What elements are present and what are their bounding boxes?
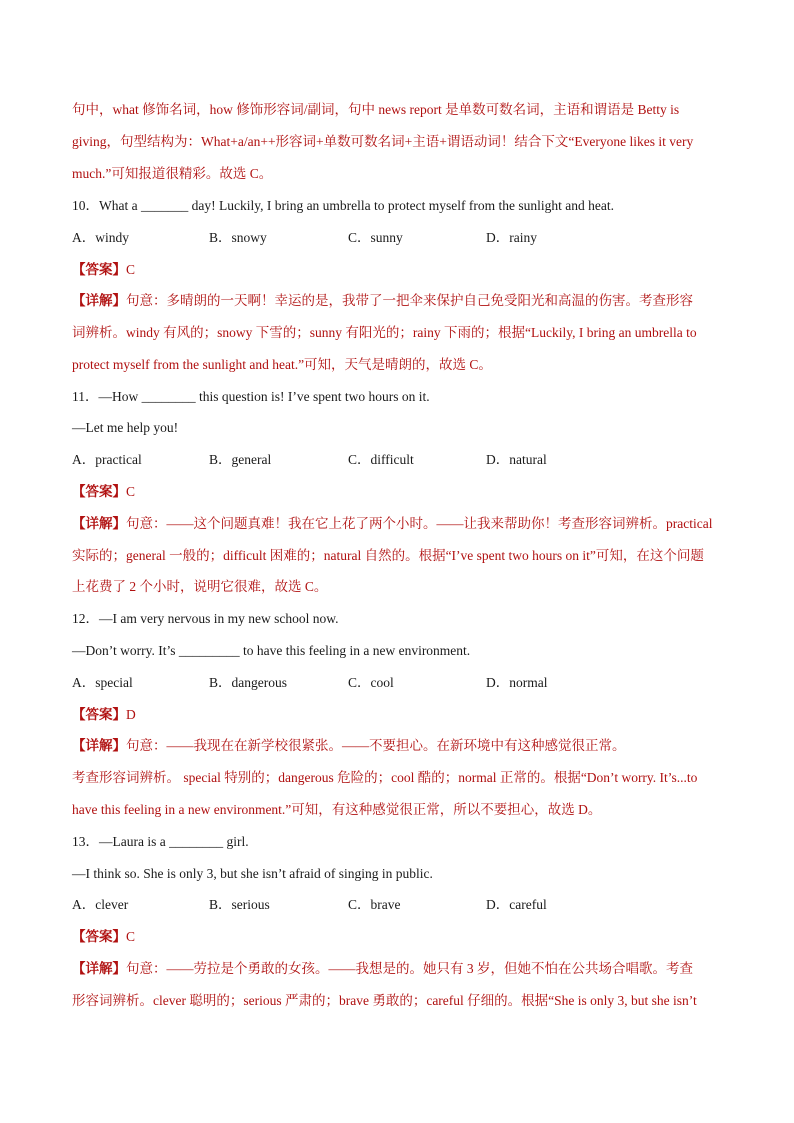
option-c: C．sunny <box>348 230 403 245</box>
explanation-line: much.”可知报道很精彩。故选 C。 <box>72 166 273 181</box>
detail-line <box>72 960 693 978</box>
detail-tag: 【详解】 <box>72 961 126 976</box>
detail-line <box>72 292 693 310</box>
detail-tag: 【详解】 <box>72 738 126 753</box>
answer-line <box>72 483 135 501</box>
option-c: C．cool <box>348 675 394 690</box>
detail-line: 实际的；general 一般的；difficult 困难的；natural 自然的。根据“I’ve spent two hours on it”可知，在这个问题 <box>72 548 704 563</box>
answer-value: C <box>126 262 136 277</box>
detail-line: 形容词辨析。clever 聪明的；serious 严肃的；brave 勇敢的；careful 仔细的。根据“She is only 3, but she isn’t <box>72 993 697 1008</box>
option-d: D．rainy <box>486 230 537 245</box>
option-a: A．windy <box>72 230 129 245</box>
detail-line: protect myself from the sunlight and heat.”可知，天气是晴朗的，故选 C。 <box>72 357 492 372</box>
detail-tag: 【详解】 <box>72 293 126 308</box>
question-10: 10．What a _______ day! Luckily, I bring an umbrella to protect myself from the sunlight and heat. <box>72 198 614 213</box>
option-a: A．clever <box>72 897 129 912</box>
detail-line <box>72 515 712 533</box>
detail-line: 上花费了 2 个小时，说明它很难，故选 C。 <box>72 579 328 594</box>
answer-value: C <box>126 929 136 944</box>
explanation-line: 句中，what 修饰名词，how 修饰形容词/副词，句中 news report 是单数可数名词，主语和谓语是 Betty is <box>72 102 680 117</box>
detail-text: 句意：多晴朗的一天啊！幸运的是，我带了一把伞来保护自己免受阳光和高温的伤害。考查形容 <box>126 293 693 308</box>
option-c: C．difficult <box>348 452 414 467</box>
option-d: D．normal <box>486 675 548 690</box>
answer-tag: 【答案】 <box>72 262 126 277</box>
question-12-reply: —Don’t worry. It’s _________ to have this feeling in a new environment. <box>72 643 471 658</box>
answer-tag: 【答案】 <box>72 707 126 722</box>
detail-text: 句意：——这个问题真难！我在它上花了两个小时。——让我来帮助你！考查形容词辨析。practical <box>126 516 713 531</box>
answer-line <box>72 928 135 946</box>
explanation-line: giving，句型结构为：What+a/an++形容词+单数可数名词+主语+谓语动词！结合下文“Everyone likes it very <box>72 134 694 149</box>
answer-value: D <box>126 707 136 722</box>
detail-line <box>72 737 626 755</box>
answer-tag: 【答案】 <box>72 484 126 499</box>
option-b: B．serious <box>209 897 270 912</box>
question-13: 13．—Laura is a ________ girl. <box>72 834 249 849</box>
question-11: 11．—How ________ this question is! I’ve spent two hours on it. <box>72 389 430 404</box>
option-b: B．dangerous <box>209 675 287 690</box>
answer-tag: 【答案】 <box>72 929 126 944</box>
option-d: D．careful <box>486 897 547 912</box>
answer-value: C <box>126 484 136 499</box>
detail-line: 词辨析。windy 有风的；snowy 下雪的；sunny 有阳光的；rainy 下雨的；根据“Luckily, I bring an umbrella to <box>72 325 697 340</box>
detail-text: 句意：——劳拉是个勇敢的女孩。——我想是的。她只有 3 岁，但她不怕在公共场合唱歌。考查 <box>126 961 693 976</box>
option-c: C．brave <box>348 897 401 912</box>
question-13-reply: —I think so. She is only 3, but she isn’t afraid of singing in public. <box>72 866 433 881</box>
option-a: A．practical <box>72 452 142 467</box>
option-b: B．general <box>209 452 272 467</box>
answer-line <box>72 261 135 279</box>
detail-text: 句意：——我现在在新学校很紧张。——不要担心。在新环境中有这种感觉很正常。 <box>126 738 626 753</box>
option-d: D．natural <box>486 452 547 467</box>
option-b: B．snowy <box>209 230 267 245</box>
detail-line: have this feeling in a new environment.”可知，有这种感觉很正常，所以不要担心，故选 D。 <box>72 802 602 817</box>
answer-line <box>72 706 136 724</box>
question-12: 12．—I am very nervous in my new school now. <box>72 611 339 626</box>
question-11-reply: —Let me help you! <box>72 420 179 435</box>
option-a: A．special <box>72 675 133 690</box>
detail-tag: 【详解】 <box>72 516 126 531</box>
detail-line: 考查形容词辨析。 special 特别的；dangerous 危险的；cool 酷的；normal 正常的。根据“Don’t worry. It’s...to <box>72 770 698 785</box>
